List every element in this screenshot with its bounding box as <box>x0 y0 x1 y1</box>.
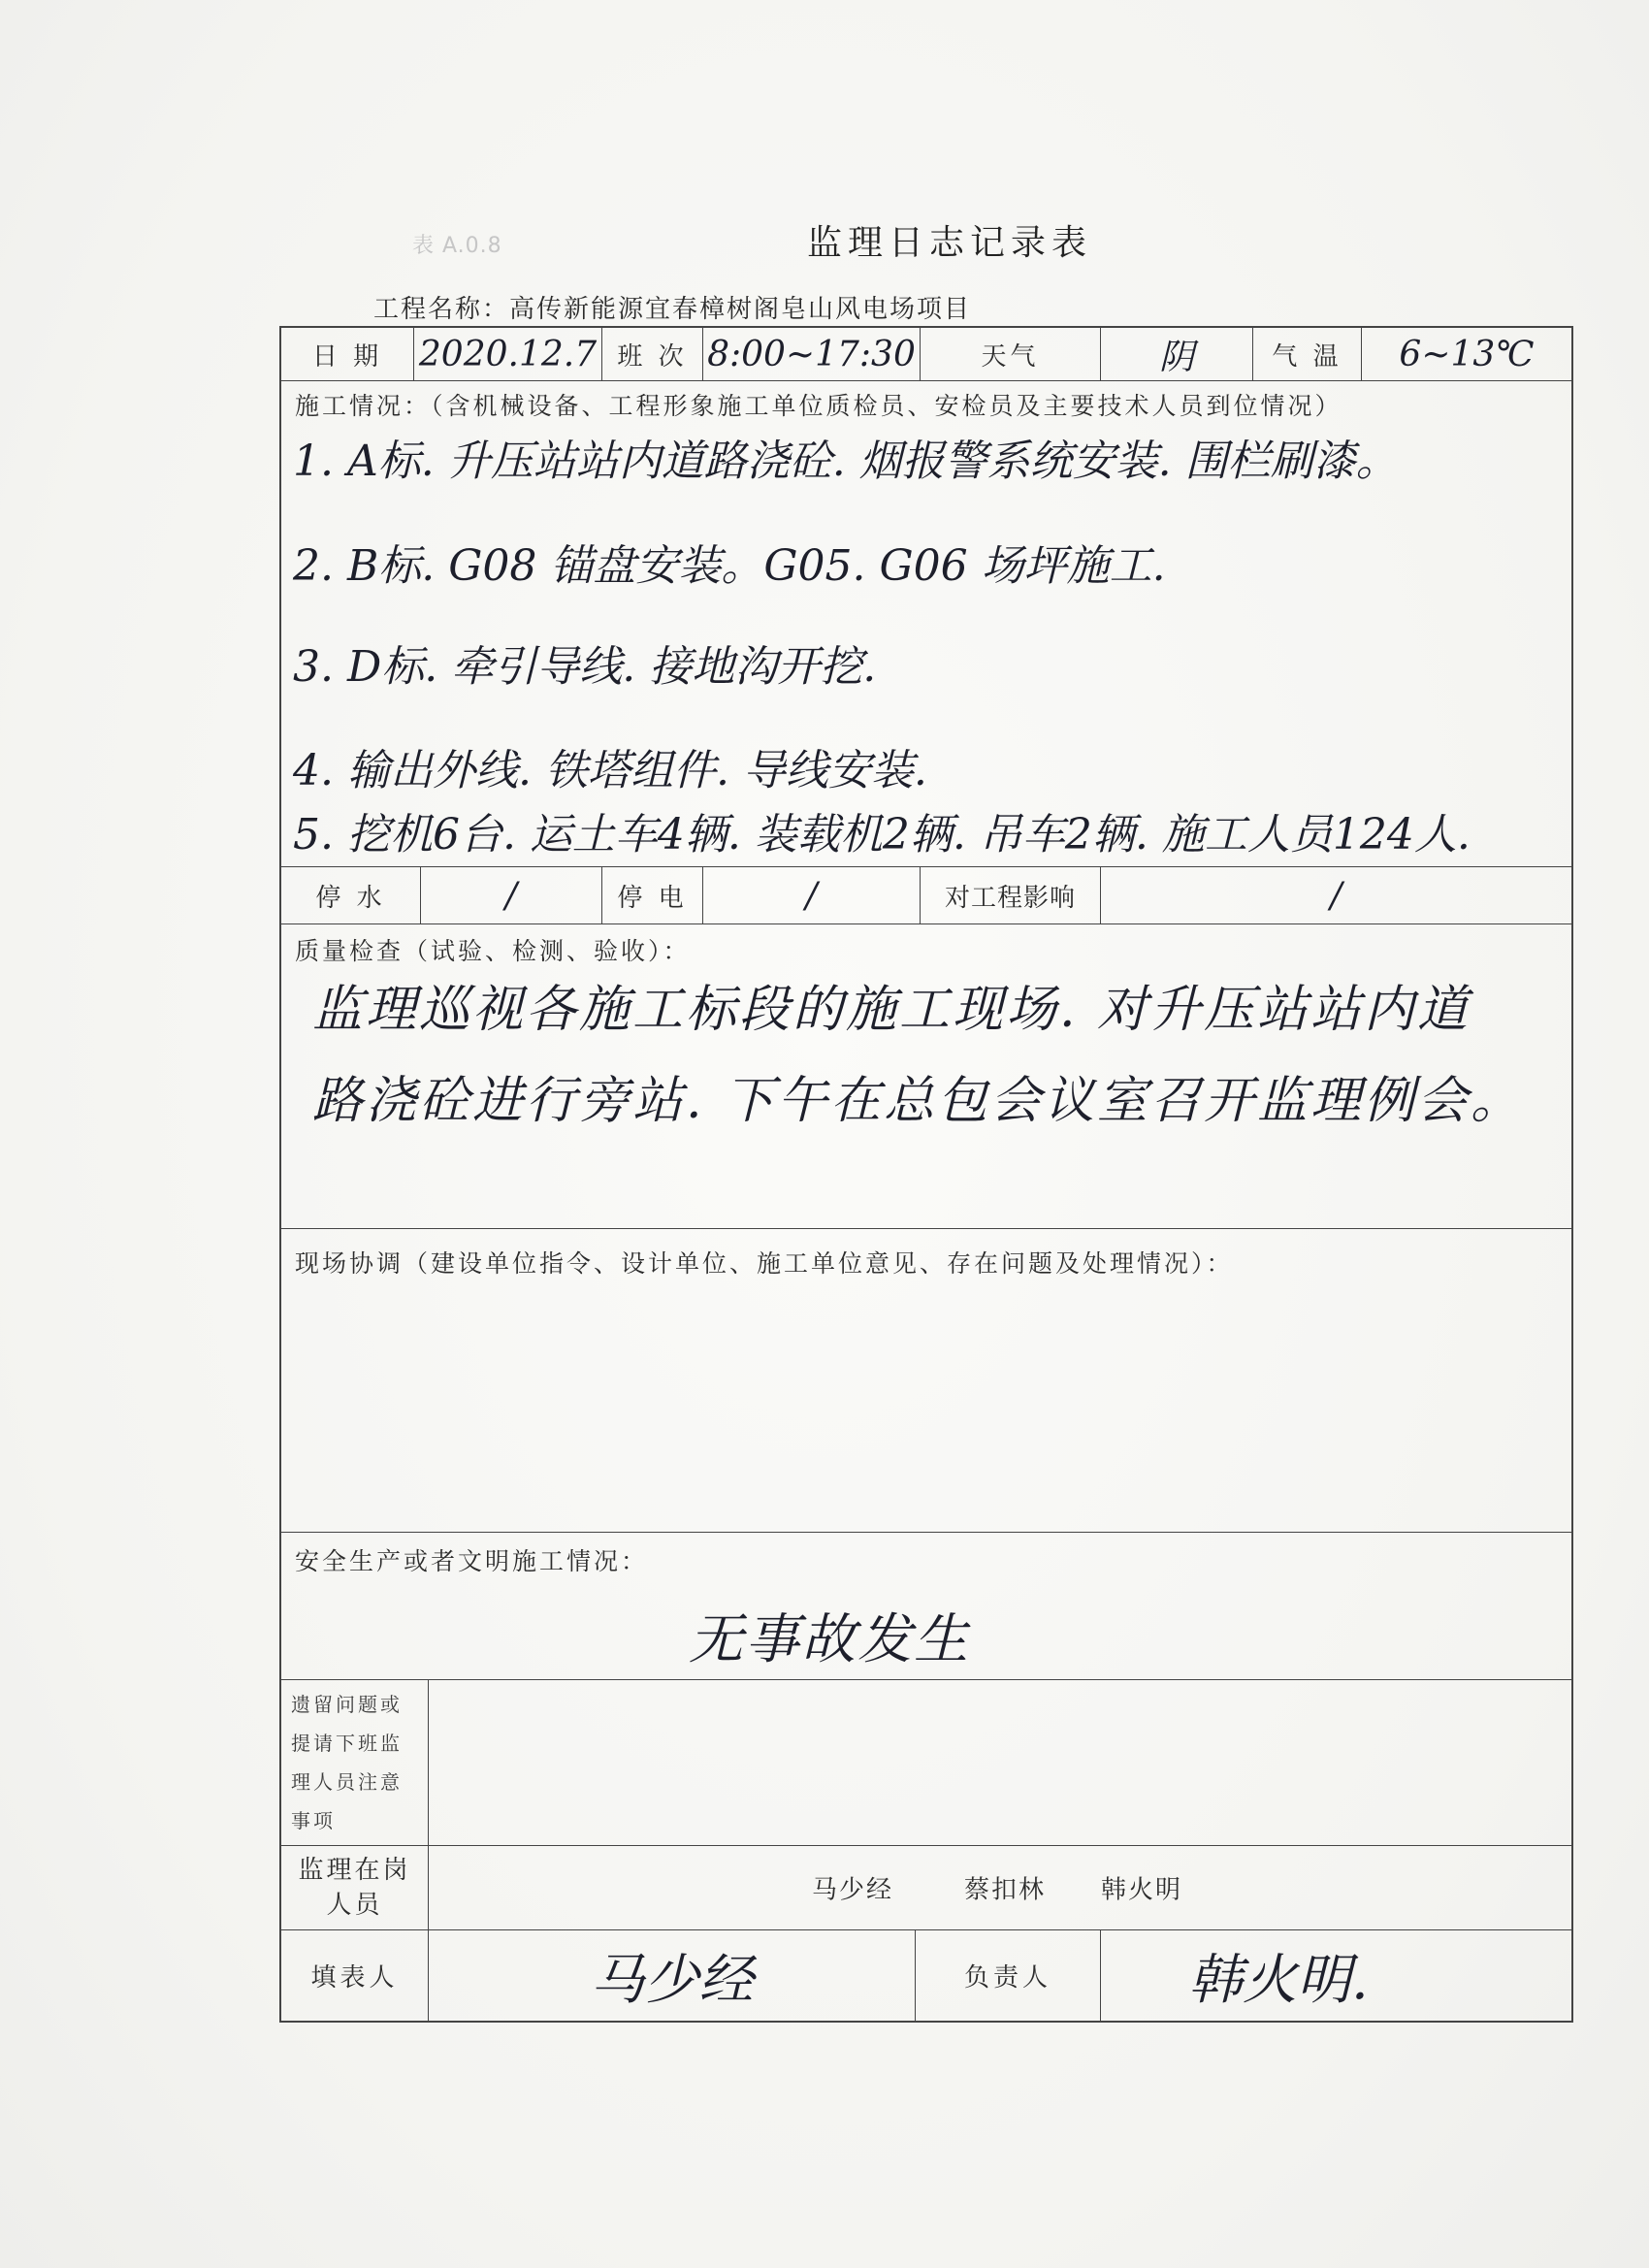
construction-section <box>281 381 1571 867</box>
pending-label-line: 事项 <box>291 1809 336 1832</box>
staff-names <box>429 1846 1571 1929</box>
staff-name: 蔡扣林 <box>964 1875 1047 1905</box>
construction-line: 2. B标. G08 锚盘安装。G05. G06 场坪施工. <box>293 541 1166 591</box>
responsible-signature: 韩火明. <box>1188 1948 1369 2012</box>
project-label: 工程名称： <box>373 295 510 324</box>
water-outage-value: / <box>421 867 602 923</box>
date-value: 2020.12.7 <box>414 328 602 380</box>
responsible-label: 负责人 <box>916 1930 1101 2021</box>
staff-label-line: 监理在岗 <box>298 1856 411 1885</box>
form-code: 表 A.0.8 <box>412 234 502 258</box>
signature-row <box>281 1930 1571 2021</box>
construction-line: 3. D标. 牵引导线. 接地沟开挖. <box>293 642 877 692</box>
safety-section <box>281 1533 1571 1680</box>
pending-label-line: 理人员注意 <box>291 1770 403 1794</box>
construction-line: 1. A标. 升压站站内道路浇砼. 烟报警系统安装. 围栏刷漆。 <box>293 437 1399 486</box>
shift-value: 8:00~17:30 <box>703 328 921 380</box>
staff-name: 韩火明 <box>1101 1875 1183 1905</box>
quality-line: 路浇砼进行旁站. 下午在总包会议室召开监理例会。 <box>312 1072 1525 1130</box>
utilities-row <box>281 867 1571 924</box>
pending-value <box>429 1680 1571 1845</box>
staff-label-line: 人员 <box>326 1891 383 1920</box>
shift-label: 班 次 <box>602 328 703 380</box>
construction-line: 5. 挖机6台. 运土车4辆. 装载机2辆. 吊车2辆. 施工人员124人. <box>293 810 1471 859</box>
quality-section <box>281 924 1571 1229</box>
power-outage-label: 停 电 <box>602 867 703 923</box>
coordination-label: 现场协调（建设单位指令、设计单位、施工单位意见、存在问题及处理情况）： <box>295 1249 1234 1278</box>
date-label: 日 期 <box>281 328 414 380</box>
weather-value: 阴 <box>1101 328 1253 380</box>
project-line <box>373 289 971 325</box>
construction-line: 4. 输出外线. 铁塔组件. 导线安装. <box>293 746 927 795</box>
quality-label: 质量检查（试验、检测、验收）： <box>295 937 691 965</box>
temperature-label: 气 温 <box>1253 328 1362 380</box>
staff-row <box>281 1846 1571 1930</box>
impact-value: / <box>1330 875 1342 916</box>
info-row <box>281 328 1571 381</box>
project-name: 高传新能源宜春樟树阁皂山风电场项目 <box>509 295 972 324</box>
pending-row <box>281 1680 1571 1846</box>
coordination-section <box>281 1229 1571 1533</box>
safety-value: 无事故发生 <box>689 1608 970 1671</box>
staff-name: 马少经 <box>812 1875 894 1905</box>
filler-signature: 马少经 <box>429 1930 916 2021</box>
weather-label: 天气 <box>921 328 1101 380</box>
filler-label: 填表人 <box>281 1930 429 2021</box>
staff-label <box>281 1846 429 1929</box>
pending-label-line: 遗留问题或 <box>291 1693 403 1716</box>
temperature-value: 6~13℃ <box>1399 334 1535 374</box>
pending-label-line: 提请下班监 <box>291 1732 403 1755</box>
impact-label: 对工程影响 <box>921 867 1101 923</box>
log-table <box>279 326 1573 2023</box>
construction-label: 施工情况：（含机械设备、工程形象施工单位质检员、安检员及主要技术人员到位情况） <box>295 392 1342 420</box>
quality-line: 监理巡视各施工标段的施工现场. 对升压站站内道 <box>312 981 1471 1039</box>
water-outage-label: 停 水 <box>281 867 421 923</box>
safety-label: 安全生产或者文明施工情况： <box>295 1547 649 1575</box>
power-outage-value: / <box>703 867 921 923</box>
pending-label <box>281 1680 429 1845</box>
form-title: 监理日志记录表 <box>807 223 1093 263</box>
